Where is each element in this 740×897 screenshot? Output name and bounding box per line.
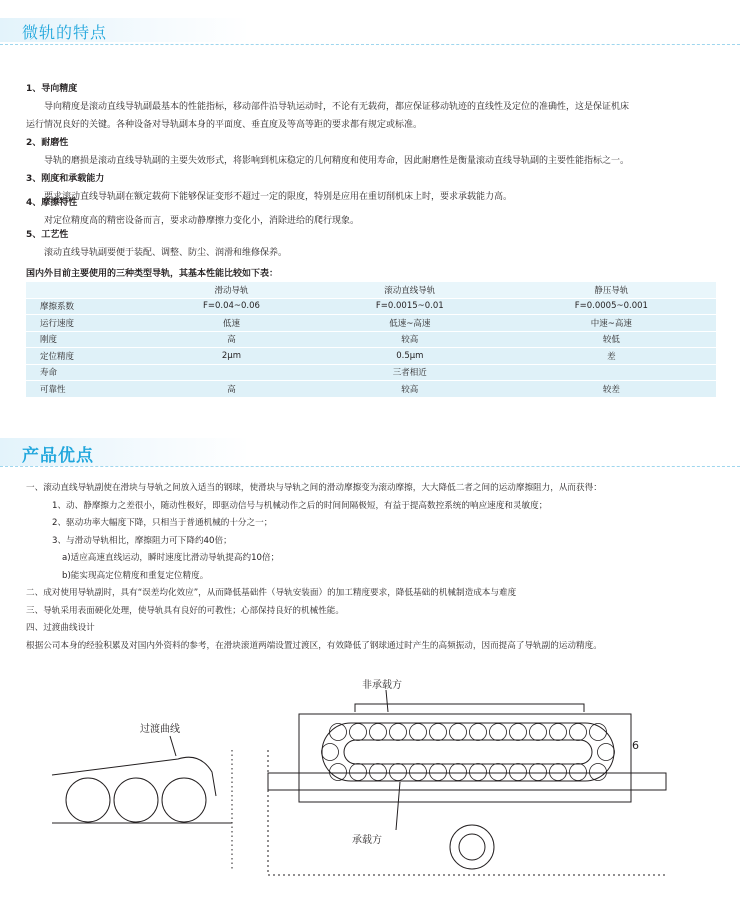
advantage-item: 四、过渡曲线设计 bbox=[26, 623, 95, 633]
advantages-list bbox=[26, 480, 731, 655]
table-cell: 中速~高速 bbox=[507, 315, 716, 332]
feature-heading: 3、刚度和承载能力 bbox=[26, 174, 105, 184]
table-cell: 定位精度 bbox=[26, 348, 150, 365]
retainer-plate bbox=[355, 704, 584, 712]
table-cell: 高 bbox=[150, 331, 313, 348]
feature-heading: 4、摩擦特性 bbox=[26, 198, 78, 208]
table-cell: 较低 bbox=[507, 331, 716, 348]
feature-heading: 2、耐磨性 bbox=[26, 138, 69, 148]
table-caption: 国内外目前主要使用的三种类型导轨，其基本性能比较如下表： bbox=[26, 269, 279, 279]
feature-5 bbox=[26, 226, 726, 262]
table-cell: 三者相近 bbox=[313, 364, 507, 381]
table-cell: 刚度 bbox=[26, 331, 150, 348]
advantage-item: 三、导轨采用表面硬化处理，使导轨具有良好的可教性；心部保持良好的机械性能。 bbox=[26, 605, 344, 616]
table-cell: 运行速度 bbox=[26, 315, 150, 332]
advantage-subitem: 2、驱动功率大幅度下降，只相当于普通机械的十分之一； bbox=[52, 518, 273, 528]
feature-text: 要求滚动直线导轨副在额定载荷下能够保证变形不超过一定的限度，特别是应用在重切削机床上时，要求承载能力高。 bbox=[44, 192, 513, 202]
table-cell: 差 bbox=[507, 348, 716, 365]
table-row bbox=[26, 331, 716, 348]
label-transition-curve: 过渡曲线 bbox=[140, 724, 180, 735]
section-title: 产品优点 bbox=[22, 446, 94, 466]
advantage-subitem: 1、动、静摩擦力之差很小，随动性极好，即驱动信号与机械动作之后的时间间隔极短，有益于提高数控系统的响应速度和灵敏度； bbox=[52, 500, 548, 511]
leader-line bbox=[170, 736, 176, 756]
ball-track-outer bbox=[322, 723, 614, 781]
table-cell: 较高 bbox=[313, 381, 507, 398]
table-cell: 较差 bbox=[507, 381, 716, 398]
table-cell bbox=[150, 364, 313, 381]
header-divider bbox=[0, 44, 740, 45]
roller bbox=[450, 825, 494, 869]
table-row bbox=[26, 315, 716, 332]
table-header-cell: 滑动导轨 bbox=[150, 282, 313, 298]
feature-2 bbox=[26, 134, 726, 170]
feature-4 bbox=[26, 194, 726, 230]
table-cell: 2μm bbox=[150, 348, 313, 365]
table-cell: F=0.0005~0.001 bbox=[507, 298, 716, 315]
table-header-cell: 静压导轨 bbox=[507, 282, 716, 298]
table-cell: 低速~高速 bbox=[313, 315, 507, 332]
table-cell: 0.5μm bbox=[313, 348, 507, 365]
leader-line bbox=[396, 782, 400, 830]
ball bbox=[162, 778, 206, 822]
table-cell: 寿命 bbox=[26, 364, 150, 381]
advantage-subitem: 3、与滑动导轨相比，摩擦阻力可下降约40倍； bbox=[52, 535, 232, 546]
label-non-load-side: 非承载方 bbox=[362, 680, 402, 691]
table-row bbox=[26, 381, 716, 398]
table-cell: F=0.0015~0.01 bbox=[313, 298, 507, 315]
ball bbox=[66, 778, 110, 822]
section-header-advantages bbox=[0, 436, 740, 466]
advantage-subitem: a)适应高速直线运动，瞬时速度比滑动导轨提高约10倍； bbox=[62, 553, 280, 563]
advantage-subitem: b)能实现高定位精度和重复定位精度。 bbox=[62, 570, 209, 581]
table-row bbox=[26, 348, 716, 365]
feature-heading: 1、导向精度 bbox=[26, 84, 78, 94]
page-number: 6 bbox=[632, 739, 639, 752]
table-row bbox=[26, 298, 716, 315]
feature-1 bbox=[26, 80, 726, 134]
comparison-table bbox=[26, 282, 716, 398]
table-cell: 可靠性 bbox=[26, 381, 150, 398]
advantage-item: 根据公司本身的经验积累及对国内外资料的参考，在滑块滚道两端设置过渡区，有效降低了钢球通过时产生的高频振动，因而提高了导轨副的运动精度。 bbox=[26, 640, 602, 651]
table-header-cell: 滚动直线导轨 bbox=[313, 282, 507, 298]
leader-line bbox=[386, 690, 388, 712]
table-cell: 高 bbox=[150, 381, 313, 398]
header-divider bbox=[0, 466, 740, 467]
feature-text: 导向精度是滚动直线导轨副最基本的性能指标，移动部件沿导轨运动时，不论有无载荷，都应保证移动轨迹的直线性及定位的准确性，这是保证机床 bbox=[44, 102, 630, 112]
table-cell: 摩擦系数 bbox=[26, 298, 150, 315]
transition-curve-diagram bbox=[0, 660, 740, 897]
section-title: 微轨的特点 bbox=[22, 23, 108, 42]
feature-text: 导轨的磨损是滚动直线导轨副的主要失效形式，将影响到机床稳定的几何精度和使用寿命，因此耐磨性是衡量滚动直线导轨副的主要性能指标之一。 bbox=[44, 156, 630, 166]
feature-text-cont: 运行情况良好的关键。各种设备对导轨副本身的平面度、垂直度及等高等距的要求都有规定或标准。 bbox=[26, 120, 423, 130]
ball-track-inner bbox=[344, 740, 592, 764]
feature-text: 对定位精度高的精密设备而言，要求动静摩擦力变化小，消除进给的爬行现象。 bbox=[44, 216, 360, 226]
table-row bbox=[26, 364, 716, 381]
roller-hub bbox=[459, 834, 485, 860]
table-cell: F=0.04~0.06 bbox=[150, 298, 313, 315]
advantage-item: 二、成对使用导轨副时，具有“误差均化效应”，从而降低基础件（导轨安装面）的加工精度要求，降低基础的机械制造成本与难度 bbox=[26, 588, 517, 598]
feature-text: 滚动直线导轨副要便于装配、调整、防尘、润滑和维修保养。 bbox=[44, 248, 288, 258]
section-header-features bbox=[0, 14, 740, 44]
label-load-side: 承载方 bbox=[352, 835, 382, 846]
table-cell: 较高 bbox=[313, 331, 507, 348]
table-cell bbox=[507, 364, 716, 381]
table-cell: 低速 bbox=[150, 315, 313, 332]
transition-curve bbox=[52, 757, 216, 796]
advantage-item: 一、滚动直线导轨副使在滑块与导轨之间放入适当的钢球，使滑块与导轨之间的滑动摩擦变为滚动摩擦，大大降低二者之间的运动摩擦阻力，从而获得： bbox=[26, 483, 602, 493]
table-header-row bbox=[26, 282, 716, 298]
ball bbox=[114, 778, 158, 822]
feature-heading: 5、工艺性 bbox=[26, 230, 69, 240]
table-header-cell bbox=[26, 282, 150, 298]
